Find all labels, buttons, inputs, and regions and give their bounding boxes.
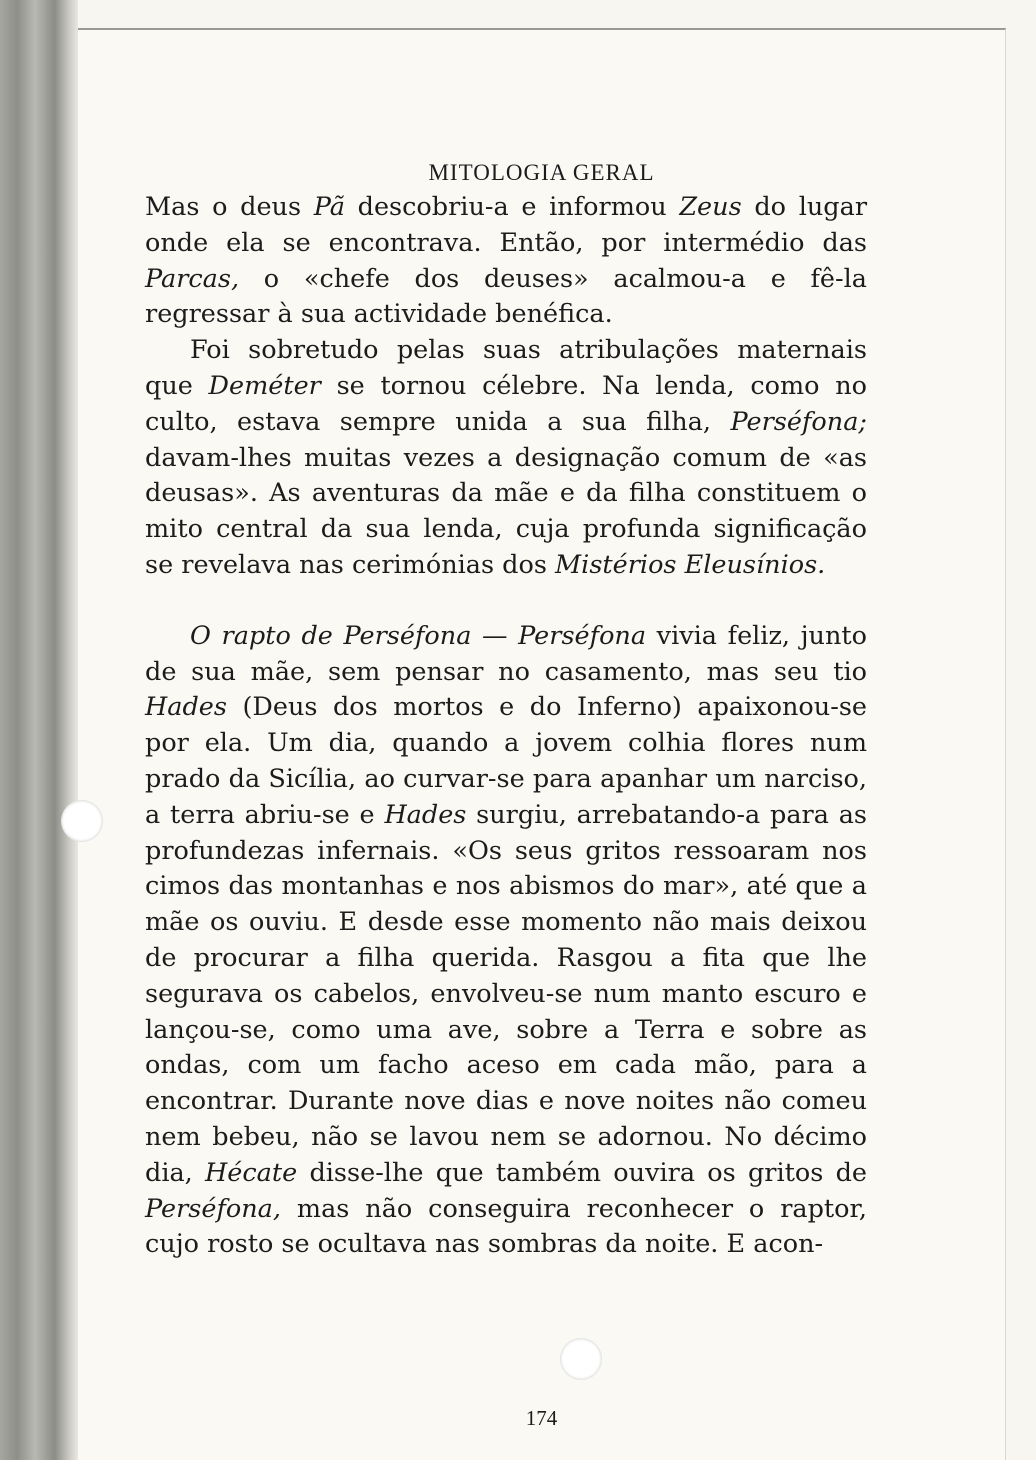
- scanner-edge-shadow: [0, 0, 78, 1460]
- italic-text: Pã: [313, 192, 345, 222]
- text-run: vivia feliz, junto de sua mãe, sem pensar no casamento, mas seu tio: [145, 620, 867, 687]
- page-number: 174: [525, 1406, 558, 1430]
- text-run: disse-lhe que também ouvira os gritos de: [297, 1157, 867, 1188]
- italic-text: Hécate: [205, 1157, 298, 1188]
- italic-text: Zeus: [679, 192, 742, 222]
- italic-text: Deméter: [208, 370, 321, 401]
- punch-hole: [560, 1338, 602, 1380]
- punch-hole: [61, 800, 103, 842]
- paragraph: [145, 619, 867, 1263]
- body-text: [145, 190, 867, 1263]
- text-run: Mas o deus: [145, 192, 314, 222]
- text-run: descobriu-a e informou: [344, 192, 680, 222]
- italic-text: Perséfona;: [730, 406, 867, 437]
- text-run: o «chefe dos deuses» acalmou-a e fê-la regressar à sua actividade benéfica.: [145, 263, 867, 330]
- text-run: do lugar onde ela se encontrava. Então, por intermédio das: [145, 192, 868, 258]
- italic-text: Parcas,: [145, 263, 240, 294]
- italic-text: Mistérios Eleusínios.: [555, 549, 826, 580]
- text-run: (Deus dos mortos e do Inferno) apaixonou-se por ela. Um dia, quando a jovem colhia flores num prado da Sicília, ao curvar-se para apanhar um narciso, a terra abriu-se e: [145, 692, 867, 830]
- italic-text: Hades: [145, 692, 227, 723]
- text-run: surgiu, arrebatando-a para as profundezas infernais. «Os seus gritos ressoaram nos cimos das montanhas e nos abismos do mar», até que a mãe os ouviu. E desde esse momento não mais deixou de procurar a filha querida. Rasgou a fita que lhe segurava os cabelos, envolveu-se num manto escuro e lançou-se, como uma ave, sobre a Terra e sobre as ondas, com um facho aceso em cada mão, para a encontrar. Durante nove dias e nove noites não comeu nem bebeu, não se lavou nem se adornou. No décimo dia,: [145, 799, 867, 1188]
- running-header: MITOLOGIA GERAL: [428, 160, 655, 185]
- italic-text: Hades: [384, 799, 467, 830]
- text-run: davam-lhes muitas vezes a designação comum de «as deusas». As aventuras da mãe e da filha constituem o mito central da sua lenda, cuja profunda significação se revelava nas cerimónias dos: [145, 442, 867, 580]
- paragraph: [145, 333, 867, 584]
- text-run: se tornou célebre. Na lenda, como no culto, estava sempre unida a sua filha,: [145, 370, 867, 437]
- italic-text: O rapto de Perséfona — Perséfona: [190, 620, 647, 651]
- paragraph: [145, 190, 867, 333]
- italic-text: Perséfona,: [145, 1193, 281, 1224]
- text-run: Foi sobretudo pelas suas atribulações maternais que: [145, 335, 867, 401]
- text-run: mas não conseguira reconhecer o raptor, cujo rosto se ocultava nas sombras da noite. E acon-: [145, 1193, 867, 1260]
